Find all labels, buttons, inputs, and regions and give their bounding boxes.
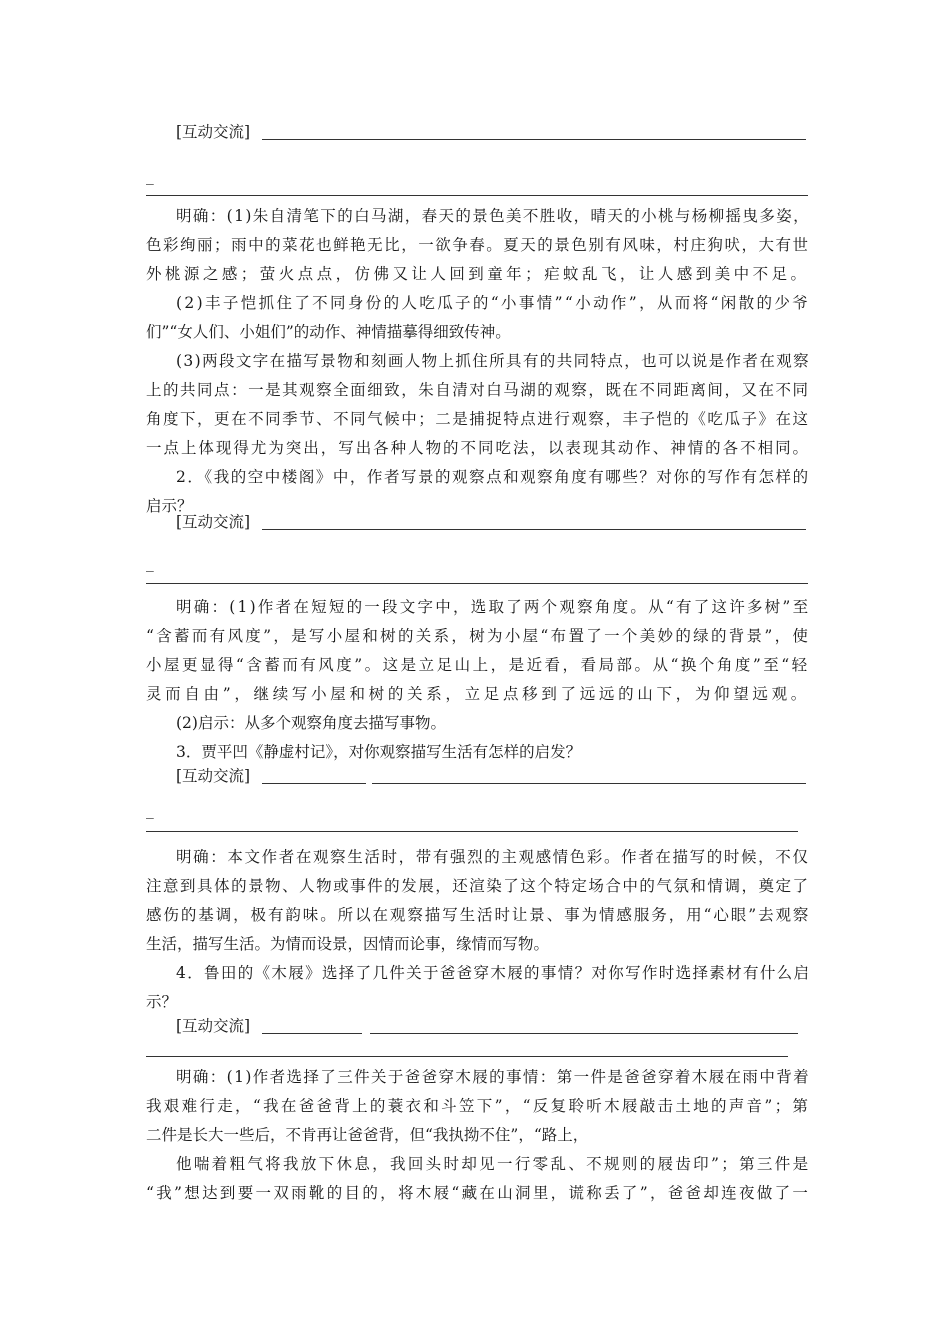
text-line: 他喘着粗气将我放下休息，我回头时却见一行零乱、不规则的屐齿印”；第三件是 — [176, 1155, 810, 1173]
text-line: “含蓄而有风度”，是写小屋和树的关系，树为小屋“布置了一个美妙的绿的背景”，使 — [146, 627, 810, 645]
text-line: (2)丰子恺抓住了不同身份的人吃瓜子的“小事情”“小动作”，从而将“闲散的少爷 — [176, 294, 810, 312]
question-4: 4．鲁田的《木屐》选择了几件关于爸爸穿木屐的事情？对你写作时选择素材有什么启 — [176, 964, 810, 982]
text-line: 明确：(1)朱自清笔下的白马湖，春天的景色美不胜收，晴天的小桃与杨柳摇曳多姿， — [176, 207, 810, 225]
text-line: 我艰难行走，“我在爸爸背上的蓑衣和斗笠下”，“反复聆听木屐敲击土地的声音”；第 — [146, 1097, 810, 1115]
blank-dash: _ — [146, 554, 154, 572]
exchange-label: [互动交流] — [176, 513, 251, 531]
question-4-cont: 示？ — [146, 993, 178, 1011]
text-line: (2)启示：从多个观察角度去描写事物。 — [176, 714, 446, 732]
answer-blank-line — [262, 1033, 362, 1034]
text-line: 感伤的基调，极有韵味。所以在观察描写生活时让景、事为情感服务，用“心眼”去观察 — [146, 906, 810, 924]
text-line: 灵而自由”，继续写小屋和树的关系，立足点移到了远远的山下，为仰望远观。 — [146, 685, 810, 703]
question-3: 3．贾平凹《静虚村记》，对你观察描写生活有怎样的启发？ — [176, 743, 582, 761]
text-line: 们”“女人们、小姐们”的动作、神情描摹得细致传神。 — [146, 323, 511, 341]
answer-blank-line — [262, 139, 806, 140]
answer-blank-line — [372, 783, 806, 784]
text-line: 明确：(1)作者在短短的一段文字中，选取了两个观察角度。从“有了这许多树”至 — [176, 598, 810, 616]
answer-blank-line — [262, 783, 366, 784]
exchange-label: [互动交流] — [176, 767, 251, 785]
text-line: 色彩绚丽；雨中的菜花也鲜艳无比，一欲争春。夏天的景色别有风味，村庄狗吠，大有世 — [146, 236, 810, 254]
question-2-cont: 启示？ — [146, 497, 193, 515]
text-line: 二件是长大一些后，不肯再让爸爸背，但“我执拗不住”，“路上， — [146, 1126, 589, 1144]
text-line: 一点上体现得尤为突出，写出各种人物的不同吃法，以表现其动作、神情的各不相同。 — [146, 439, 810, 457]
exchange-label: [互动交流] — [176, 123, 251, 141]
text-line: 明确：(1)作者选择了三件关于爸爸穿木屐的事情：第一件是爸爸穿着木屐在雨中背着 — [176, 1068, 810, 1086]
text-line: 明确：本文作者在观察生活时，带有强烈的主观感情色彩。作者在描写的时候，不仅 — [176, 848, 810, 866]
answer-blank-line — [370, 1033, 798, 1034]
blank-dash: _ — [146, 167, 154, 185]
text-line: 上的共同点：一是其观察全面细致，朱自清对白马湖的观察，既在不同距离间，又在不同 — [146, 381, 810, 399]
answer-blank-line — [146, 1056, 788, 1057]
exchange-label: [互动交流] — [176, 1017, 251, 1035]
text-line: “我”想达到要一双雨靴的目的，将木屐“藏在山洞里，谎称丢了”，爸爸却连夜做了一 — [146, 1184, 810, 1202]
answer-blank-line — [262, 529, 806, 530]
answer-blank-line — [146, 831, 798, 832]
answer-blank-line — [146, 195, 808, 196]
blank-dash: _ — [146, 801, 154, 819]
text-line: 外桃源之感；萤火点点，仿佛又让人回到童年；疟蚊乱飞，让人感到美中不足。 — [146, 265, 810, 283]
text-line: 生活，描写生活。为情而设景，因情而论事，缘情而写物。 — [146, 935, 550, 953]
text-line: 角度下，更在不同季节、不同气候中；二是捕捉特点进行观察，丰子恺的《吃瓜子》在这 — [146, 410, 810, 428]
text-line: 注意到具体的景物、人物或事件的发展，还渲染了这个特定场合中的气氛和情调，奠定了 — [146, 877, 810, 895]
text-line: 小屋更显得“含蓄而有风度”。这是立足山上，是近看，看局部。从“换个角度”至“轻 — [146, 656, 810, 674]
answer-blank-line — [146, 583, 808, 584]
text-line: (3)两段文字在描写景物和刻画人物上抓住所具有的共同特点，也可以说是作者在观察 — [176, 352, 810, 370]
question-2: 2．《我的空中楼阁》中，作者写景的观察点和观察角度有哪些？对你的写作有怎样的 — [176, 468, 810, 486]
